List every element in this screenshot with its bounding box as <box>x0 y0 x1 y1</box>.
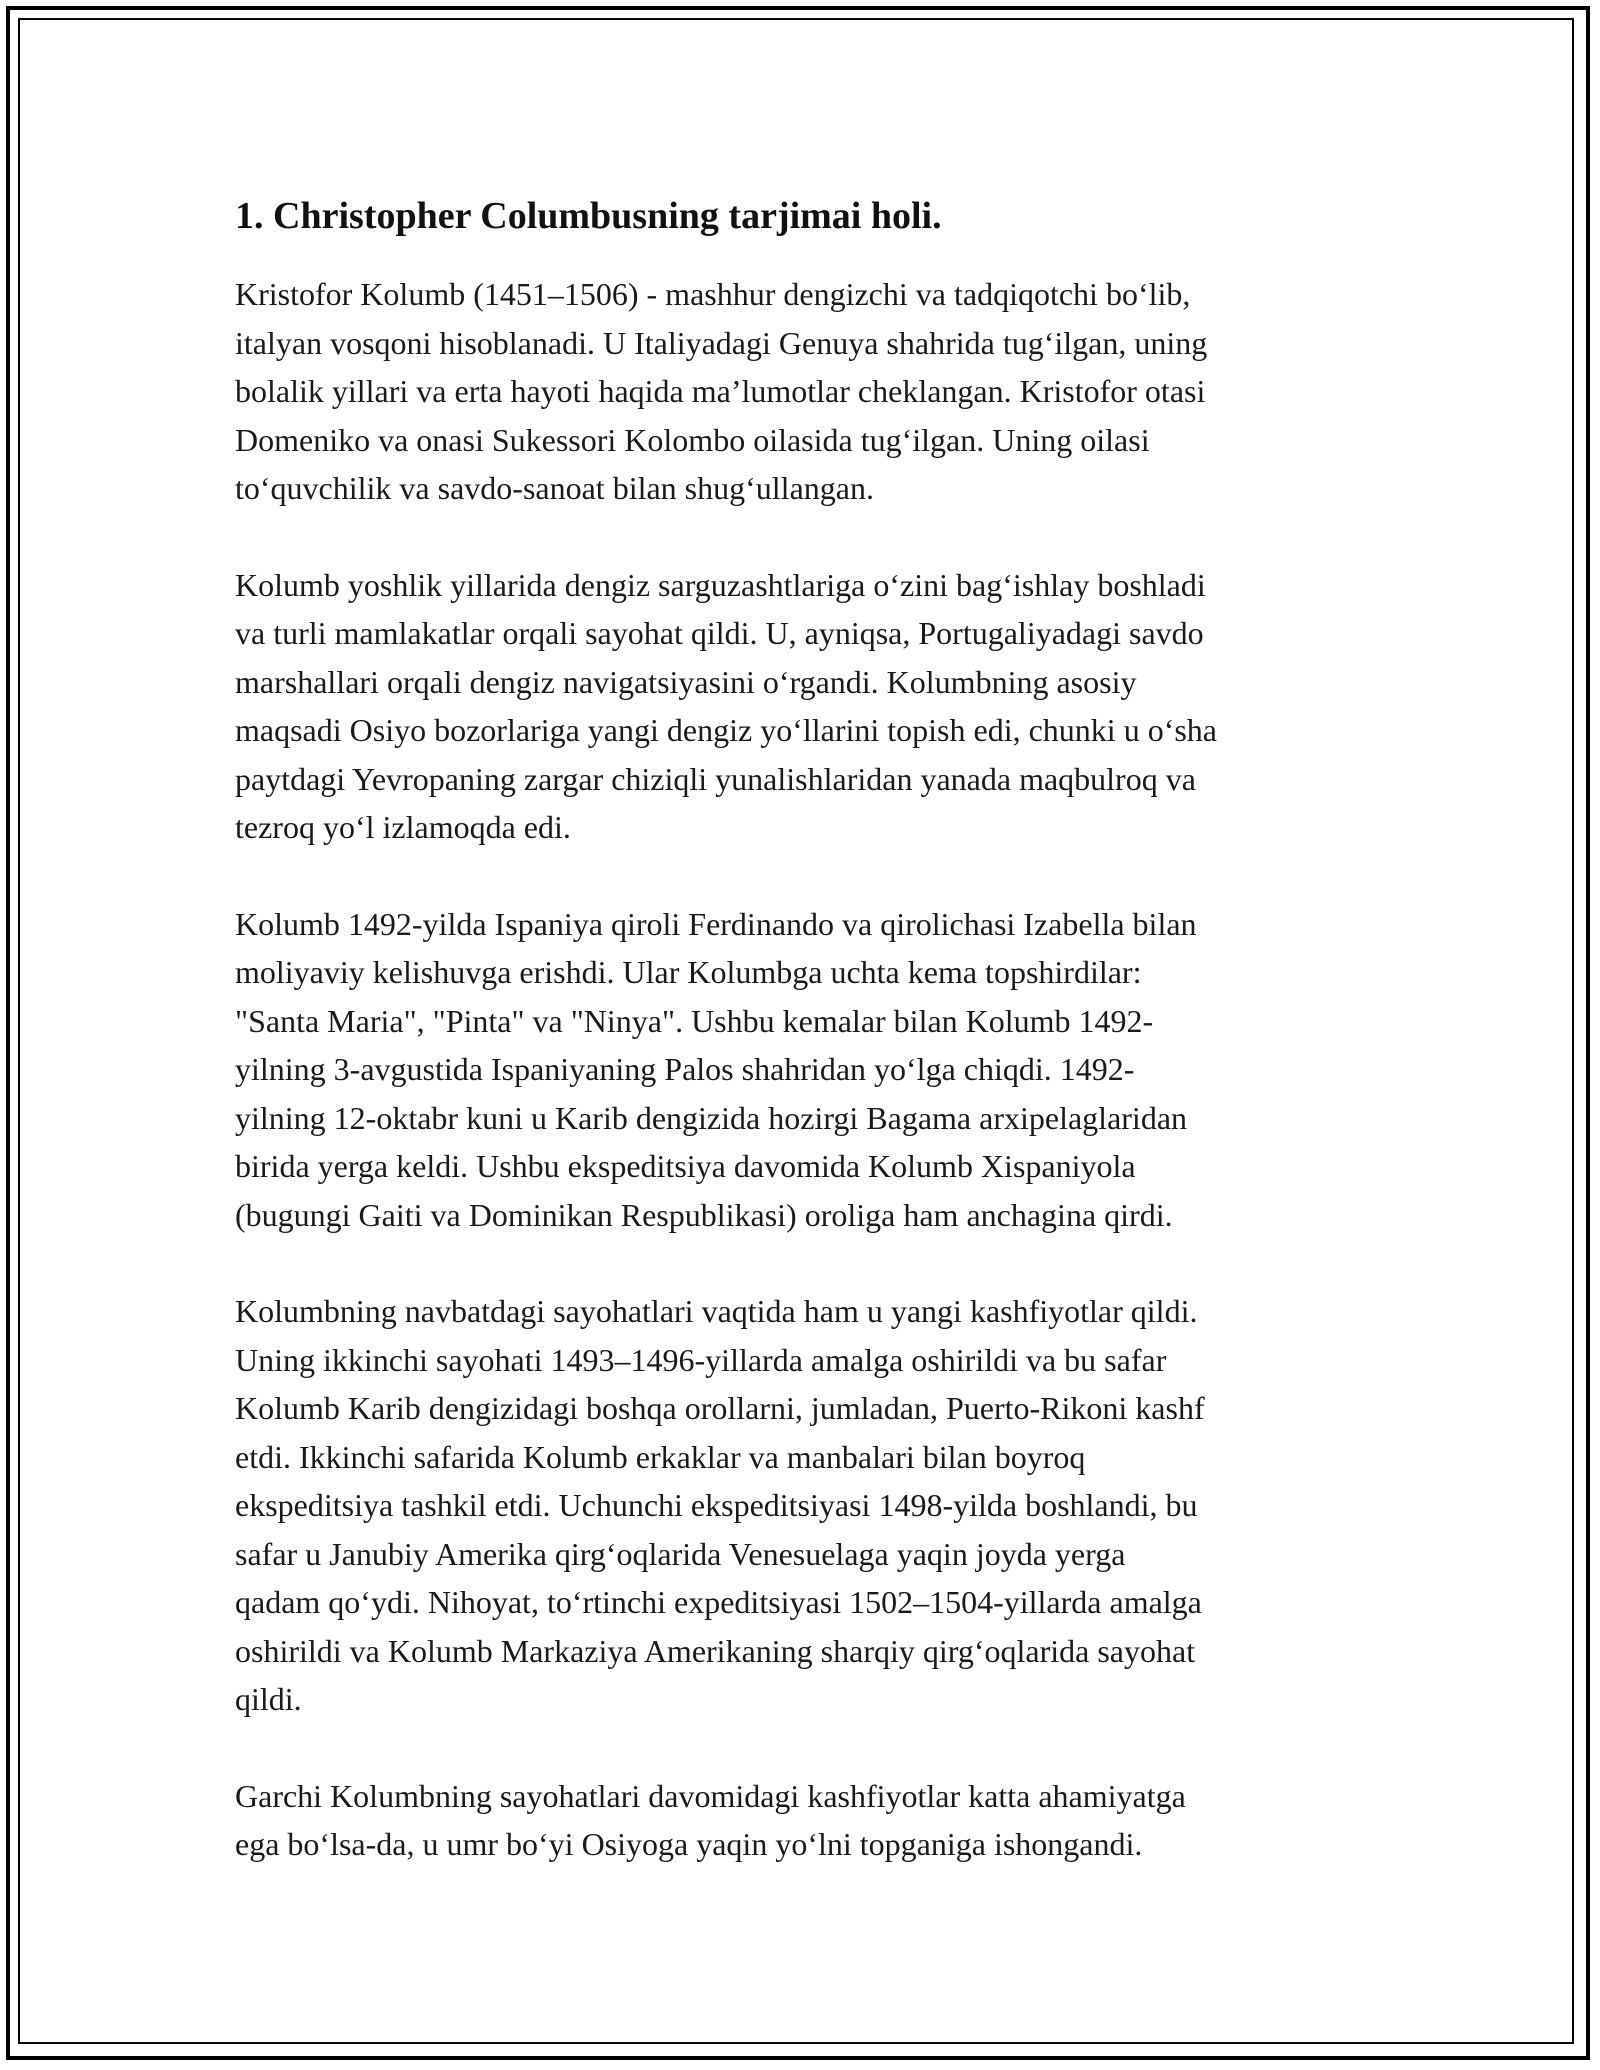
text-line: Garchi Kolumbning sayohatlari davomidagi kashfiyotlar katta ahamiyatga <box>235 1777 1186 1814</box>
paragraph-early-life <box>235 270 1365 513</box>
text-line: va turli mamlakatlar orqali sayohat qildi. U, ayniqsa, Portugaliyadagi savdo <box>235 615 1204 651</box>
text-line: maqsadi Osiyo bozorlariga yangi dengiz yo‘llarini topish edi, chunki u o‘sha <box>235 712 1217 748</box>
paragraph-conclusion <box>235 1772 1365 1869</box>
paragraph-first-voyage <box>235 900 1365 1240</box>
text-line: to‘quvchilik va savdo-sanoat bilan shug‘ullangan. <box>235 470 874 506</box>
text-line: bolalik yillari va erta hayoti haqida ma’lumotlar cheklangan. Kristofor otasi <box>235 373 1206 409</box>
document-title: 1. Christopher Columbusning tarjimai holi. <box>235 195 942 237</box>
text-line: "Santa Maria", "Pinta" va "Ninya". Ushbu kemalar bilan Kolumb 1492- <box>235 1002 1154 1039</box>
text-line: Uning ikkinchi sayohati 1493–1496-yillarda amalga oshirildi va bu safar <box>235 1341 1167 1378</box>
text-line: yilning 3-avgustida Ispaniyaning Palos shahridan yo‘lga chiqdi. 1492- <box>235 1051 1135 1087</box>
text-line: qadam qo‘ydi. Nihoyat, to‘rtinchi expeditsiyasi 1502–1504-yillarda amalga <box>235 1584 1202 1620</box>
text-line: Domeniko va onasi Sukessori Kolombo oilasida tug‘ilgan. Uning oilasi <box>235 421 1150 458</box>
text-line: marshallari orqali dengiz navigatsiyasini o‘rgandi. Kolumbning asosiy <box>235 663 1137 700</box>
document-body <box>235 186 1365 1917</box>
text-line: etdi. Ikkinchi safarida Kolumb erkaklar va manbalari bilan boyroq <box>235 1438 1086 1475</box>
text-line: Kolumb yoshlik yillarida dengiz sarguzashtlariga o‘zini bag‘ishlay boshladi <box>235 566 1206 603</box>
text-line: tezroq yo‘l izlamoqda edi. <box>235 809 571 845</box>
text-line: Kolumb 1492-yilda Ispaniya qiroli Ferdinando va qirolichasi Izabella bilan <box>235 905 1197 942</box>
text-line: paytdagi Yevropaning zargar chiziqli yunalishlaridan yanada maqbulroq va <box>235 760 1196 797</box>
text-line: Kolumbning navbatdagi sayohatlari vaqtida ham u yangi kashfiyotlar qildi. <box>235 1293 1198 1329</box>
text-line: safar u Janubiy Amerika qirg‘oqlarida Venesuelaga yaqin joyda yerga <box>235 1535 1126 1572</box>
text-line: yilning 12-oktabr kuni u Karib dengizida hozirgi Bagama arxipelaglaridan <box>235 1099 1188 1136</box>
text-line: moliyaviy kelishuvga erishdi. Ular Kolumbga uchta kema topshirdilar: <box>235 954 1142 990</box>
text-line: italyan vosqoni hisoblanadi. U Italiyadagi Genuya shahrida tug‘ilgan, uning <box>235 324 1208 361</box>
text-line: (bugungi Gaiti va Dominikan Respublikasi) oroliga ham anchagina qirdi. <box>235 1196 1173 1233</box>
text-line: ega bo‘lsa-da, u umr bo‘yi Osiyoga yaqin yo‘lni topganiga ishongandi. <box>235 1826 1143 1862</box>
text-line: birida yerga keldi. Ushbu ekspeditsiya davomida Kolumb Xispaniyola <box>235 1148 1136 1184</box>
text-line: oshirildi va Kolumb Markaziya Amerikaning sharqiy qirg‘oqlarida sayohat <box>235 1632 1196 1669</box>
text-line: Kristofor Kolumb (1451–1506) - mashhur dengizchi va tadqiqotchi bo‘lib, <box>235 276 1191 312</box>
paragraph-later-voyages <box>235 1287 1365 1724</box>
text-line: qildi. <box>235 1681 302 1717</box>
paragraph-youth <box>235 561 1365 852</box>
text-line: ekspeditsiya tashkil etdi. Uchunchi ekspeditsiyasi 1498-yilda boshlandi, bu <box>235 1487 1198 1523</box>
text-line: Kolumb Karib dengizidagi boshqa orollarni, jumladan, Puerto-Rikoni kashf <box>235 1390 1205 1426</box>
